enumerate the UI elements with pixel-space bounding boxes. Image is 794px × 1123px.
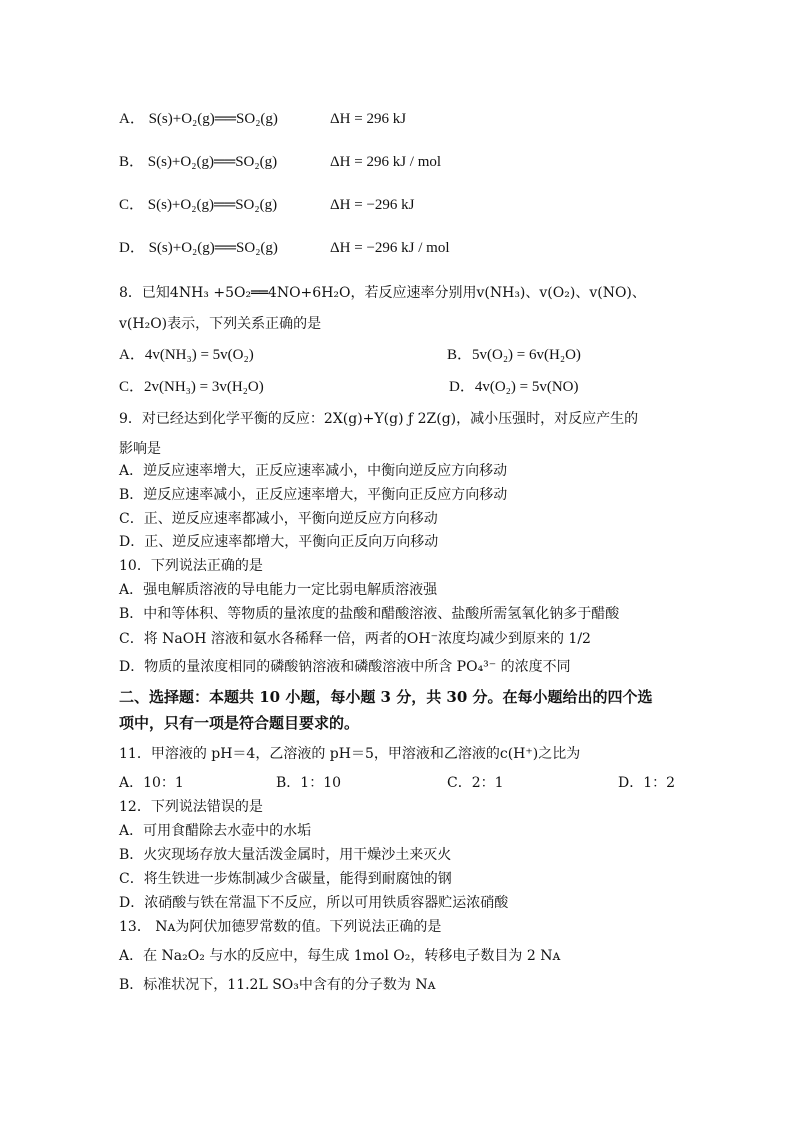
q8-stem-line2: v(H₂O)表示，下列关系正确的是 <box>119 316 322 332</box>
q11-option-b: B．1：10 <box>276 775 342 791</box>
q7-option-d-label: D． <box>119 240 145 256</box>
q7-option-b <box>119 153 277 171</box>
q7-option-b-enthalpy: ΔH = 296 kJ / mol <box>330 154 442 170</box>
q7-option-c-label: C． <box>119 197 145 213</box>
q12-option-c: C．将生铁进一步炼制减少含碳量，能得到耐腐蚀的钢 <box>119 871 452 887</box>
q13-option-b: B．标准状况下，11.2L SO₃中含有的分子数为 Nᴀ <box>119 977 436 993</box>
q10-option-b: B．中和等体积、等物质的量浓度的盐酸和醋酸溶液、盐酸所需氢氧化钠多于醋酸 <box>119 606 620 622</box>
q10-option-d: D．物质的量浓度相同的磷酸钠溶液和磷酸溶液中所含 PO₄³⁻ 的浓度不同 <box>119 659 571 675</box>
q7-option-d <box>119 239 278 257</box>
section2-heading-line2: 项中，只有一项是符合题目要求的。 <box>119 714 360 732</box>
q10-option-c: C．将 NaOH 溶液和氨水各稀释一倍，两者的OH⁻浓度均减少到原来的 1/2 <box>119 631 591 647</box>
q10-stem: 10．下列说法正确的是 <box>119 558 263 574</box>
q7-option-a-equation: S(s)+O₂(g)══SO₂(g) <box>148 111 278 127</box>
q13-option-a: A．在 Na₂O₂ 与水的反应中，每生成 1mol O₂，转移电子数目为 2 Nᴀ <box>119 948 561 964</box>
section2-heading-line1: 二、选择题：本题共 10 小题，每小题 3 分，共 30 分。在每小题给出的四个选 <box>119 688 653 706</box>
q9-option-c: C．正、逆反应速率都减小，平衡向逆反应方向移动 <box>119 511 438 527</box>
q7-option-b-equation: S(s)+O₂(g)══SO₂(g) <box>147 154 278 170</box>
q11-stem: 11．甲溶液的 pH＝4，乙溶液的 pH＝5，甲溶液和乙溶液的c(H⁺)之比为 <box>119 746 581 762</box>
q7-option-c-enthalpy: ΔH = −296 kJ <box>330 197 415 213</box>
q8-option-d: D．4v(O₂) = 5v(NO) <box>449 379 579 395</box>
q7-option-a-enthalpy: ΔH = 296 kJ <box>330 111 407 127</box>
q7-option-d-enthalpy: ΔH = −296 kJ / mol <box>330 240 450 256</box>
q12-option-d: D．浓硝酸与铁在常温下不反应，所以可用铁质容器贮运浓硝酸 <box>119 895 509 911</box>
q9-stem-line1: 9．对已经达到化学平衡的反应：2X(g)+Y(g) ƒ 2Z(g)，减小压强时，对反应产生的 <box>119 411 639 427</box>
q8-stem-line1: 8．已知4NH₃ +5O₂══4NO+6H₂O，若反应速率分别用v(NH₃)、v(O₂)、v(NO)、 <box>119 285 646 301</box>
q9-option-b: B．逆反应速率减小，正反应速率增大，平衡向正反应方向移动 <box>119 487 508 503</box>
q11-option-d: D．1：2 <box>618 775 676 791</box>
q9-option-d: D．正、逆反应速率都增大，平衡向正反向万向移动 <box>119 534 439 550</box>
q9-stem-line2: 影响是 <box>119 441 161 457</box>
q9-option-a: A．逆反应速率增大，正反应速率减小，中衡向逆反应方向移动 <box>119 463 508 479</box>
q12-stem: 12．下列说法错误的是 <box>119 799 263 815</box>
q12-option-b: B．火灾现场存放大量活泼金属时，用干燥沙土来灭火 <box>119 847 452 863</box>
q7-option-b-label: B． <box>119 154 145 170</box>
q8-option-a: A．4v(NH₃) = 5v(O₂) <box>119 347 254 363</box>
q11-option-c: C．2：1 <box>447 775 504 791</box>
q7-option-a-label: A． <box>119 111 145 127</box>
q7-option-a <box>119 110 278 128</box>
q12-option-a: A．可用食醋除去水壶中的水垢 <box>119 823 312 839</box>
q8-option-b: B．5v(O₂) = 6v(H₂O) <box>447 347 581 363</box>
q13-stem: 13． Nᴀ为阿伏加德罗常数的值。下列说法正确的是 <box>119 919 442 935</box>
q10-option-a: A．强电解质溶液的导电能力一定比弱电解质溶液强 <box>119 582 438 598</box>
q7-option-c-equation: S(s)+O₂(g)══SO₂(g) <box>147 197 278 213</box>
q8-option-c: C．2v(NH₃) = 3v(H₂O) <box>119 379 264 395</box>
q7-option-c <box>119 196 277 214</box>
q7-option-d-equation: S(s)+O₂(g)══SO₂(g) <box>148 240 278 256</box>
q11-option-a: A．10：1 <box>119 775 184 791</box>
